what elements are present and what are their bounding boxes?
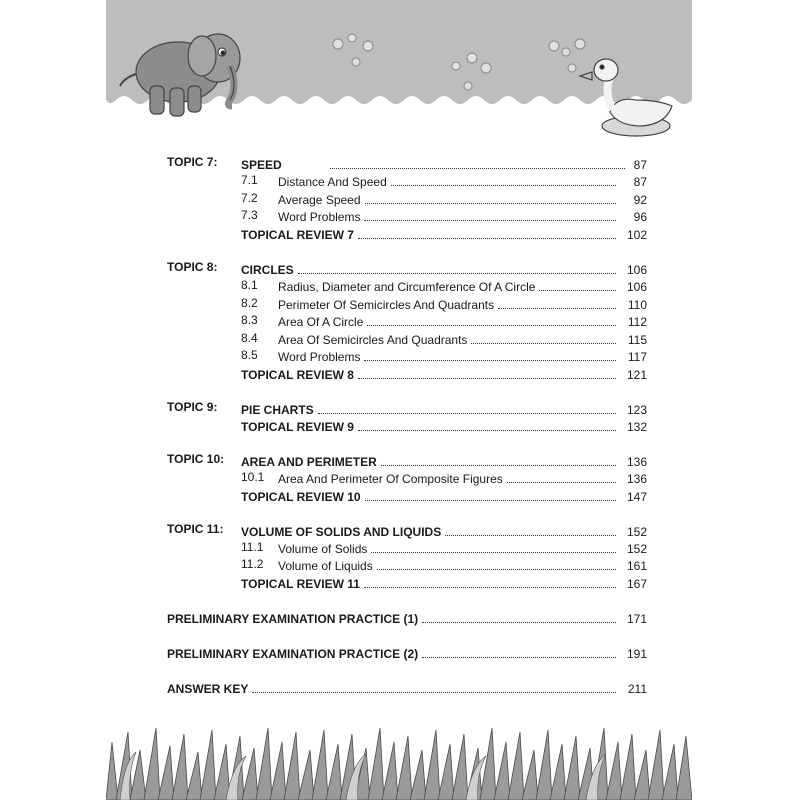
page-number: 123 (626, 403, 647, 417)
page-number: 96 (633, 210, 647, 224)
leader-dots (365, 202, 616, 204)
toc-entry[interactable] (278, 347, 622, 364)
topic-title: VOLUME OF SOLIDS AND LIQUIDS (241, 525, 442, 539)
leader-dots (365, 499, 616, 501)
section-title: Area Of A Circle (278, 315, 364, 329)
section-title: Perimeter Of Semicircles And Quadrants (278, 298, 495, 312)
page-number: 121 (626, 368, 647, 382)
topic-title: PIE CHARTS (241, 403, 314, 417)
page-number: 117 (627, 350, 647, 364)
toc-entry[interactable] (278, 330, 622, 347)
review-title: TOPICAL REVIEW 8 (241, 368, 354, 382)
extra-title: PRELIMINARY EXAMINATION PRACTICE (2) (167, 647, 419, 661)
section-number: 7.2 (241, 191, 258, 205)
answer-key-row[interactable] (167, 679, 622, 696)
leader-dots (391, 184, 616, 186)
page-number: 106 (626, 280, 647, 294)
page-number: 110 (627, 298, 647, 312)
toc-entry[interactable] (278, 172, 622, 189)
leader-dots (358, 237, 616, 239)
section-number: 10.1 (241, 470, 265, 484)
topical-review-row[interactable] (241, 225, 622, 242)
leader-dots (445, 534, 616, 536)
topic-title-row[interactable] (241, 260, 622, 277)
topic-title-row[interactable] (241, 522, 622, 539)
review-title: TOPICAL REVIEW 10 (241, 490, 361, 504)
topic-label: TOPIC 7: (167, 155, 218, 169)
leader-dots (371, 551, 616, 553)
section-number: 8.3 (241, 313, 258, 327)
leader-dots (330, 167, 625, 169)
page-number: 92 (633, 193, 647, 207)
topic-title-row[interactable] (241, 155, 631, 172)
section-title: Area Of Semicircles And Quadrants (278, 333, 468, 347)
leader-dots (381, 464, 616, 466)
section-number: 11.1 (241, 540, 264, 554)
leader-dots (358, 429, 616, 431)
section-title: Distance And Speed (278, 175, 387, 189)
leader-dots (364, 219, 616, 221)
toc-entry[interactable] (278, 469, 622, 486)
page-number: 161 (626, 559, 647, 573)
page-number: 132 (626, 420, 647, 434)
toc-entry[interactable] (278, 312, 622, 329)
section-number: 8.2 (241, 296, 258, 310)
toc-page (106, 0, 692, 800)
topical-review-row[interactable] (241, 574, 622, 591)
section-title: Radius, Diameter and Circumference Of A Circle (278, 280, 536, 294)
leader-dots (471, 342, 616, 344)
extra-title: ANSWER KEY (167, 682, 249, 696)
topic-title-row[interactable] (241, 452, 622, 469)
leader-dots (298, 272, 616, 274)
section-title: Word Problems (278, 210, 361, 224)
topic-label: TOPIC 10: (167, 452, 225, 466)
leader-dots (367, 324, 616, 326)
toc-entry[interactable] (278, 556, 622, 573)
leader-dots (364, 359, 616, 361)
section-number: 8.4 (241, 331, 258, 345)
leader-dots (364, 586, 616, 588)
topic-title-row[interactable] (241, 400, 622, 417)
section-number: 7.3 (241, 208, 258, 222)
section-title: Word Problems (278, 350, 361, 364)
page-number: 147 (626, 490, 647, 504)
page-number: 152 (626, 542, 647, 556)
section-title: Volume of Liquids (278, 559, 373, 573)
page-number: 167 (626, 577, 647, 591)
section-title: Area And Perimeter Of Composite Figures (278, 472, 503, 486)
toc-entry[interactable] (278, 190, 622, 207)
elephant-and-duck-icon (106, 0, 692, 140)
toc-entry[interactable] (278, 295, 622, 312)
topic-title: CIRCLES (241, 263, 294, 277)
leader-dots (377, 568, 616, 570)
page-number: 87 (633, 158, 647, 172)
grass-border-icon (106, 722, 692, 800)
leader-dots (422, 656, 616, 658)
topic-label: TOPIC 11: (167, 522, 224, 536)
leader-dots (358, 377, 616, 379)
leader-dots (539, 289, 616, 291)
topic-title: AREA AND PERIMETER (241, 455, 377, 469)
prelim-exam-2-row[interactable] (167, 644, 622, 661)
prelim-exam-1-row[interactable] (167, 609, 622, 626)
section-number: 11.2 (241, 557, 264, 571)
toc-entry[interactable] (278, 277, 622, 294)
page-number: 136 (626, 455, 647, 469)
page-number: 171 (626, 612, 647, 626)
review-title: TOPICAL REVIEW 11 (241, 577, 360, 591)
topical-review-row[interactable] (241, 487, 622, 504)
leader-dots (318, 412, 616, 414)
topic-title: SPEED (241, 158, 282, 172)
leader-dots (422, 621, 616, 623)
page-number: 102 (626, 228, 647, 242)
toc-entry[interactable] (278, 539, 622, 556)
extra-title: PRELIMINARY EXAMINATION PRACTICE (1) (167, 612, 419, 626)
page-number: 115 (627, 333, 647, 347)
topical-review-row[interactable] (241, 365, 622, 382)
page-number: 191 (626, 647, 647, 661)
review-title: TOPICAL REVIEW 7 (241, 228, 354, 242)
page-number: 211 (627, 682, 647, 696)
toc-entry[interactable] (278, 207, 622, 224)
leader-dots (252, 691, 616, 693)
header-illustration (106, 0, 692, 108)
grass-border (106, 722, 692, 800)
section-title: Volume of Solids (278, 542, 368, 556)
section-number: 8.5 (241, 348, 258, 362)
page-number: 152 (626, 525, 647, 539)
page-number: 87 (633, 175, 647, 189)
leader-dots (507, 481, 616, 483)
review-title: TOPICAL REVIEW 9 (241, 420, 354, 434)
topical-review-row[interactable] (241, 417, 622, 434)
topic-label: TOPIC 9: (167, 400, 218, 414)
section-title: Average Speed (278, 193, 361, 207)
section-number: 8.1 (241, 278, 258, 292)
topic-label: TOPIC 8: (167, 260, 218, 274)
page-number: 106 (626, 263, 647, 277)
page-number: 112 (627, 315, 647, 329)
section-number: 7.1 (241, 173, 258, 187)
page-number: 136 (626, 472, 647, 486)
leader-dots (498, 307, 616, 309)
